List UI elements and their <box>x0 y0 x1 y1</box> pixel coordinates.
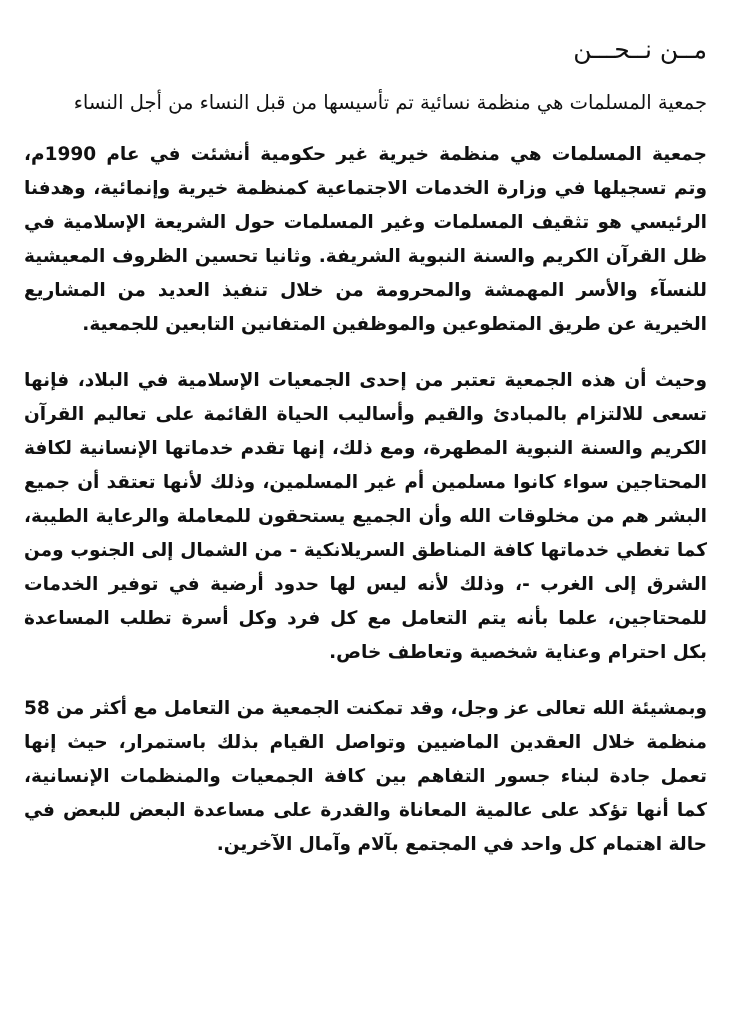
paragraph-partnerships: وبمشيئة الله تعالى عز وجل، وقد تمكنت الجمعية من التعامل مع أكثر من 58 منظمة خلال العقدين الماضيين وتواصل القيام بذلك باستمرار، حيث إنها تعمل جادة لبناء جسور التفاهم بين كافة الجمعيات والمنظمات الإنسانية، كما أنها تؤكد على عالمية المعاناة والقدرة على مساعدة البعض للبعض في حالة اهتمام كل واحد في المجتمع بآلام وآمال الآخرين. <box>24 698 707 855</box>
intro-text: جمعية المسلمات هي منظمة نسائية تم تأسيسها من قبل النساء من أجل النساء <box>73 91 707 114</box>
document-page <box>24 28 707 884</box>
page-title: مــن نــحـــن <box>573 35 707 64</box>
paragraph-services: وحيث أن هذه الجمعية تعتبر من إحدى الجمعيات الإسلامية في البلاد، فإنها تسعى للالتزام بالمبادئ والقيم وأساليب الحياة القائمة على تعاليم القرآن الكريم والسنة النبوية المطهرة، ومع ذلك، إنها تقدم خدماتها الإنسانية لكافة المحتاجين سواء كانوا مسلمين أم غير المسلمين، وذلك لأنها تعتقد أن جميع البشر هم من مخلوقات الله وأن الجميع يستحقون للمعاملة والرعاية الطيبة، كما تغطي خدماتها كافة المناطق السريلانكية - من الشمال إلى الجنوب ومن الشرق إلى الغرب -، وذلك لأنه ليس لها حدود أرضية في توفير الخدمات للمحتاجين، علما بأنه يتم التعامل مع كل فرد وكل أسرة تطلب المساعدة بكل احترام وعناية شخصية وتعاطف خاص. <box>24 370 707 663</box>
paragraph-founding: جمعية المسلمات هي منظمة خيرية غير حكومية أنشئت في عام 1990م، وتم تسجيلها في وزارة الخدمات الاجتماعية كمنظمة خيرية وإنمائية، وهدفنا الرئيسي هو تثقيف المسلمات وغير المسلمات حول الشريعة الإسلامية في ظل القرآن الكريم والسنة النبوية الشريفة. وثانيا تحسين الظروف المعيشية للنسآء والأسر المهمشة والمحرومة من خلال تنفيذ العديد من المشاريع الخيرية عن طريق المتطوعين والموظفين المتفانين التابعين للجمعية. <box>24 144 707 335</box>
